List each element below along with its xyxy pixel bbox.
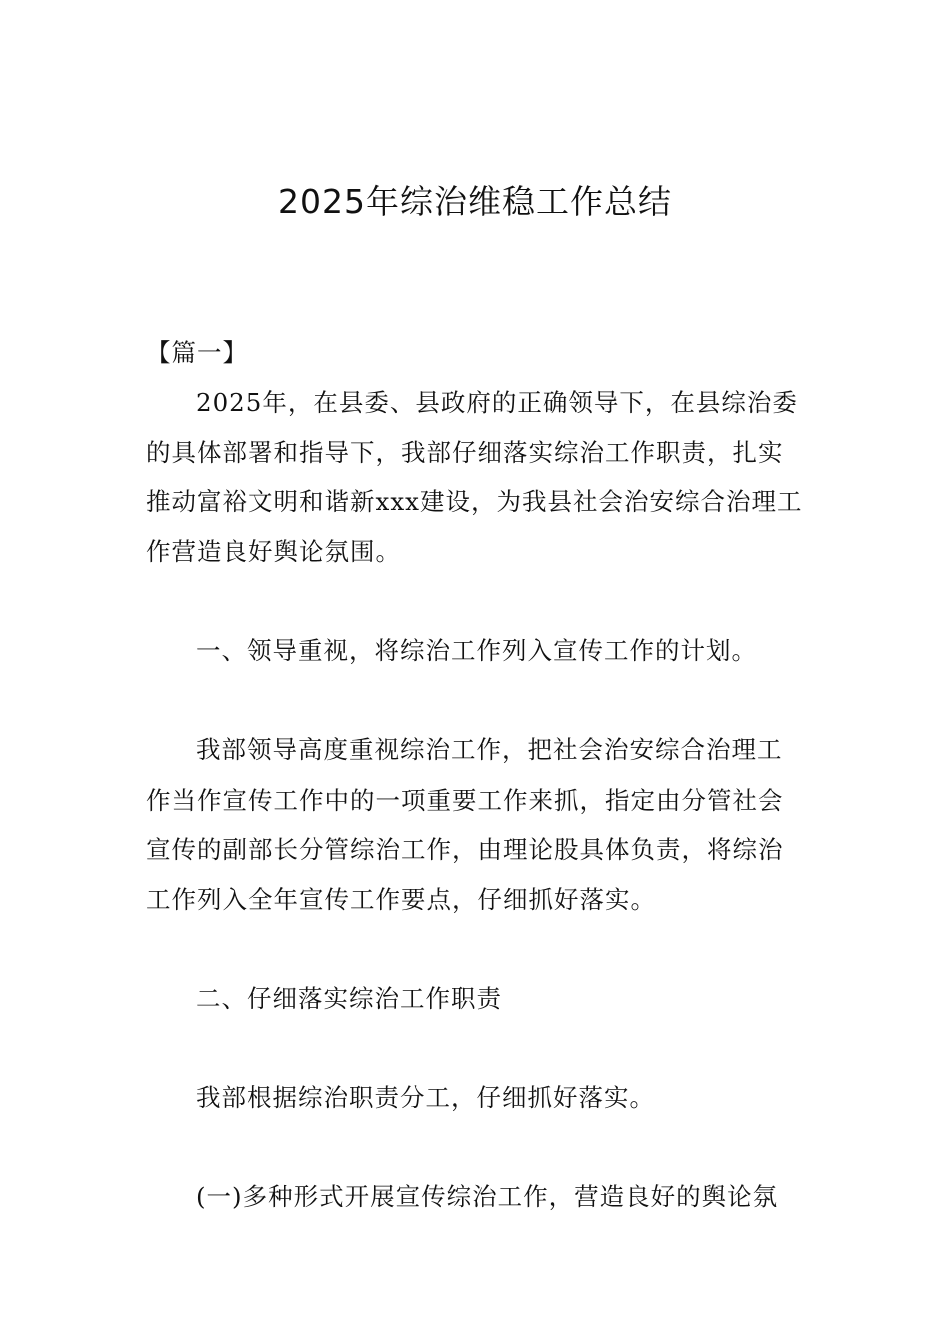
paragraph-line: (一)多种形式开展宣传综治工作，营造良好的舆论氛 [196, 1182, 779, 1211]
paragraph-line: 作当作宣传工作中的一项重要工作来抓，指定由分管社会 [146, 786, 784, 815]
paragraph-line: 作营造良好舆论氛围。 [146, 537, 401, 566]
paragraph-line: 我部根据综治职责分工，仔细抓好落实。 [196, 1083, 655, 1112]
paragraph-line: 推动富裕文明和谐新xxx建设，为我县社会治安综合治理工 [146, 487, 803, 516]
section-heading: 一、领导重视，将综治工作列入宣传工作的计划。 [196, 636, 757, 665]
paragraph-line: 工作列入全年宣传工作要点，仔细抓好落实。 [146, 885, 656, 914]
paragraph-line: 2025年，在县委、县政府的正确领导下，在县综治委 [196, 388, 798, 417]
paragraph-line: 我部领导高度重视综治工作，把社会治安综合治理工 [196, 735, 783, 764]
section-heading: 二、仔细落实综治工作职责 [196, 984, 502, 1013]
document-title: 2025年综治维稳工作总结 [278, 182, 672, 221]
paragraph-line: 的具体部署和指导下，我部仔细落实综治工作职责，扎实 [146, 438, 784, 467]
section-label: 【篇一】 [146, 338, 248, 367]
paragraph-line: 宣传的副部长分管综治工作，由理论股具体负责，将综治 [146, 835, 784, 864]
